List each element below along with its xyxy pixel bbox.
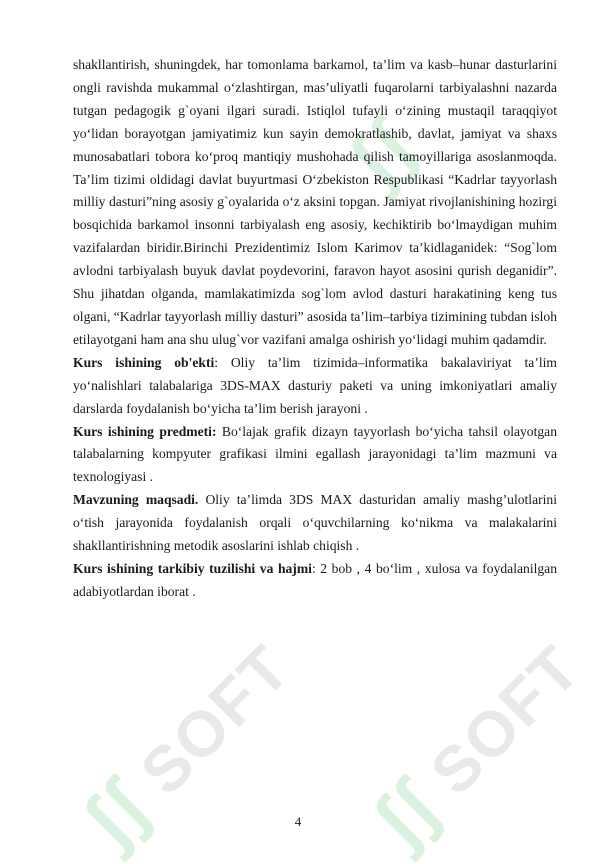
object-paragraph bbox=[73, 352, 557, 421]
intro-paragraph: shakllantirish, shuningdek, har tomonlama barkamol, ta’lim va kasb–hunar dasturlarini ongli ravishda mukammal o‘zlashtirgan, mas’uliyatli fuqarolarni tarbiyalashni nazarda tutgan pedagogik g`oyani ilgari suradi. Istiqlol tufayli o‘zining mustaqil taraqqiyot yo‘lidan borayotgan jamiyatimiz kun sayin demokratlashib, davlat, jamiyat va shaxs munosabatlari tobora ko‘proq mantiqiy mushohada qilish tamoyillariga asoslanmoqda. Ta’lim tizimi oldidagi davlat buyurtmasi O‘zbekiston Respublikasi “Kadrlar tayyorlash milliy dasturi”ning asosiy g`oyalarida o‘z aksini topgan. Jamiyat rivojlanishining hozirgi bosqichida barkamol insonni tarbiyalash eng asosiy, kechiktirib bo‘lmaydigan muhim vazifalardan biridir.Birinchi Prezidentimiz Islom Karimov ta’kidlaganidek: “Sog`lom avlodni tarbiyalash buyuk davlat poydevorini, faravon hayot asosini qurish deganidir”. Shu jihatdan olganda, mamlakatimizda sog`lom avlod dasturi harakatining keng tus olgani, “Kadrlar tayyorlash milliy dasturi” asosida ta’lim–tarbiya tizimining tubdan isloh etilayotgani ham ana shu ulug`vor vazifani amalga oshirish yo‘lidagi muhim qadamdir. bbox=[73, 57, 557, 347]
structure-text: : 2 bob , 4 bo‘lim , xulosa va foydalanilgan adabiyotlardan iborat . bbox=[73, 560, 557, 599]
object-text: : Oliy ta’lim tizimida–informatika bakalaviriyat ta’lim yo‘nalishlari talabalariga 3DS-MAX dasturiy paketi va uning imkoniyatlari amaliy darslarda foydalanish bo‘yicha ta’lim berish jarayoni . bbox=[73, 354, 557, 416]
subject-label: Kurs ishining predmeti: bbox=[73, 423, 217, 439]
structure-paragraph bbox=[73, 558, 557, 604]
watermark-logo: ʃʃ bbox=[332, 104, 432, 203]
subject-paragraph bbox=[73, 421, 557, 490]
structure-label: Kurs ishining tarkibiy tuzilishi va hajmi bbox=[73, 560, 312, 576]
goal-paragraph bbox=[73, 489, 557, 558]
watermark-logo: ʃʃ SOFT bbox=[67, 631, 304, 864]
object-label: Kurs ishining ob'ekti bbox=[73, 354, 215, 370]
watermark-logo: ʃʃ SOFT bbox=[357, 631, 594, 864]
page-number: 4 bbox=[294, 814, 302, 829]
subject-text: Bo‘lajak grafik dizayn tayyorlash bo‘yicha tahsil olayotgan talabalarning kompyuter grafikasi ilmini egallash jarayonidagi ta’lim mazmuni va texnologiyasi . bbox=[73, 423, 558, 485]
goal-text: Oliy ta’limda 3DS MAX dasturidan amaliy mashg’ulotlarini o‘tish jarayonida foydalanish orqali o‘quvchilarning ko‘nikma va malakalarini shakllantirishning metodik asoslarini ishlab chiqish . bbox=[73, 492, 557, 554]
page-body bbox=[73, 54, 557, 604]
goal-label: Mavzuning maqsadi. bbox=[73, 492, 199, 508]
